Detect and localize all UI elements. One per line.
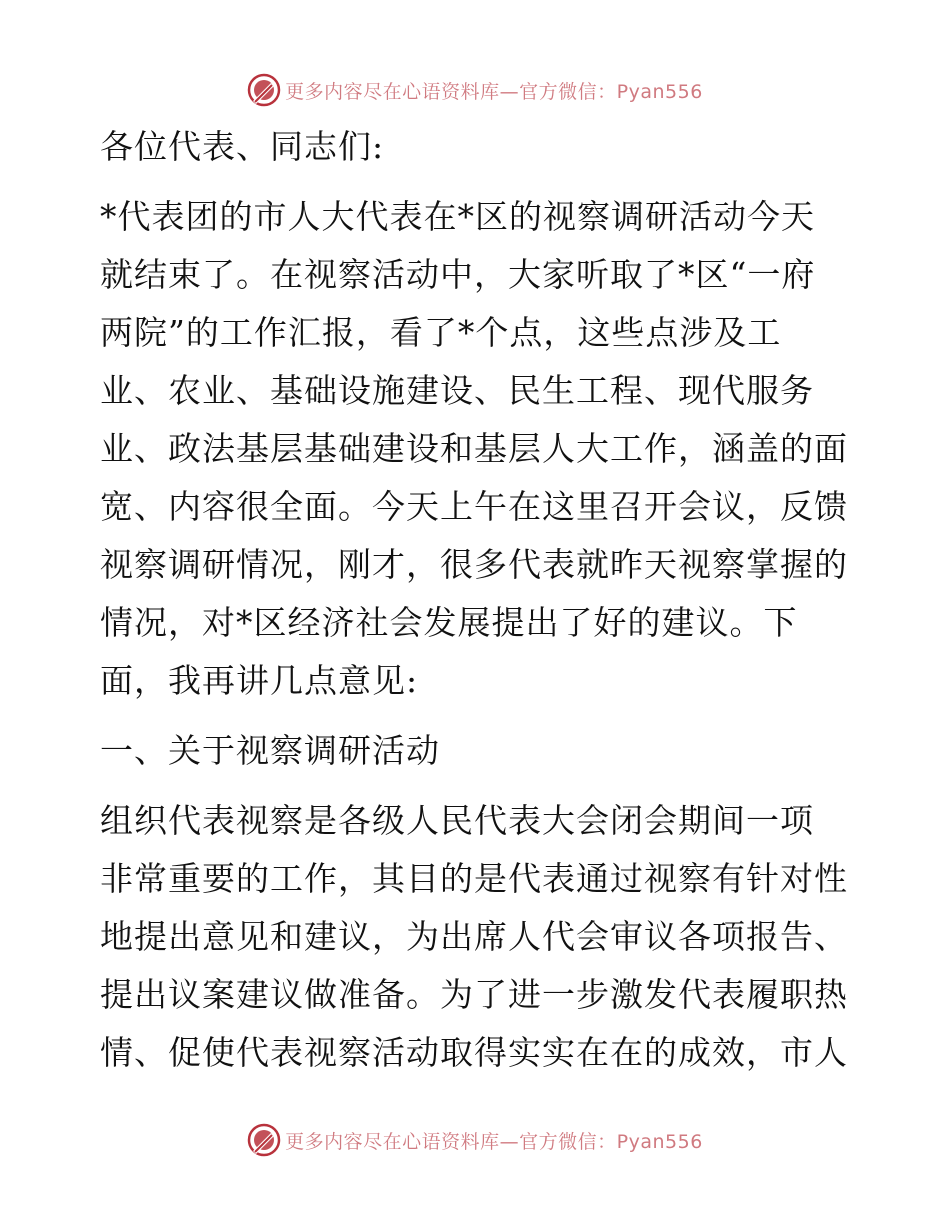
paragraph-line: 提出议案建议做准备。为了进一步激发代表履职热: [100, 975, 848, 1014]
paragraph-line: 宽、内容很全面。今天上午在这里召开会议，反馈: [100, 487, 848, 526]
paragraph-1: [100, 188, 850, 710]
paragraph-line: 情况，对*区经济社会发展提出了好的建议。下: [100, 603, 798, 642]
document-body: [100, 118, 850, 1094]
pen-logo-icon: [247, 1123, 281, 1157]
paragraph-line: 组织代表视察是各级人民代表大会闭会期间一项: [100, 801, 814, 840]
paragraph-line: 业、农业、基础设施建设、民生工程、现代服务: [100, 371, 814, 410]
header-watermark: [0, 70, 950, 110]
paragraph-2: [100, 792, 850, 1082]
paragraph-line: 地提出意见和建议，为出席人代会审议各项报告、: [100, 917, 848, 956]
paragraph-line: 两院”的工作汇报，看了*个点，这些点涉及工: [100, 313, 782, 352]
salutation: 各位代表、同志们:: [100, 127, 385, 166]
pen-logo-icon: [247, 73, 281, 107]
footer-watermark: [0, 1120, 950, 1160]
watermark-text: 更多内容尽在心语资料库—官方微信：Pyan556: [285, 1130, 703, 1153]
section-heading: 一、关于视察调研活动: [100, 731, 440, 770]
paragraph-line: 情、促使代表视察活动取得实实在在的成效，市人: [100, 1033, 848, 1072]
paragraph-line: 面，我再讲几点意见:: [100, 661, 419, 700]
paragraph-line: 非常重要的工作，其目的是代表通过视察有针对性: [100, 859, 848, 898]
paragraph-line: *代表团的市人大代表在*区的视察调研活动今天: [100, 197, 815, 236]
watermark-text: 更多内容尽在心语资料库—官方微信：Pyan556: [285, 80, 703, 103]
paragraph-line: 视察调研情况，刚才，很多代表就昨天视察掌握的: [100, 545, 848, 584]
paragraph-line: 业、政法基层基础建设和基层人大工作，涵盖的面: [100, 429, 848, 468]
paragraph-line: 就结束了。在视察活动中，大家听取了*区“一府: [100, 255, 816, 294]
